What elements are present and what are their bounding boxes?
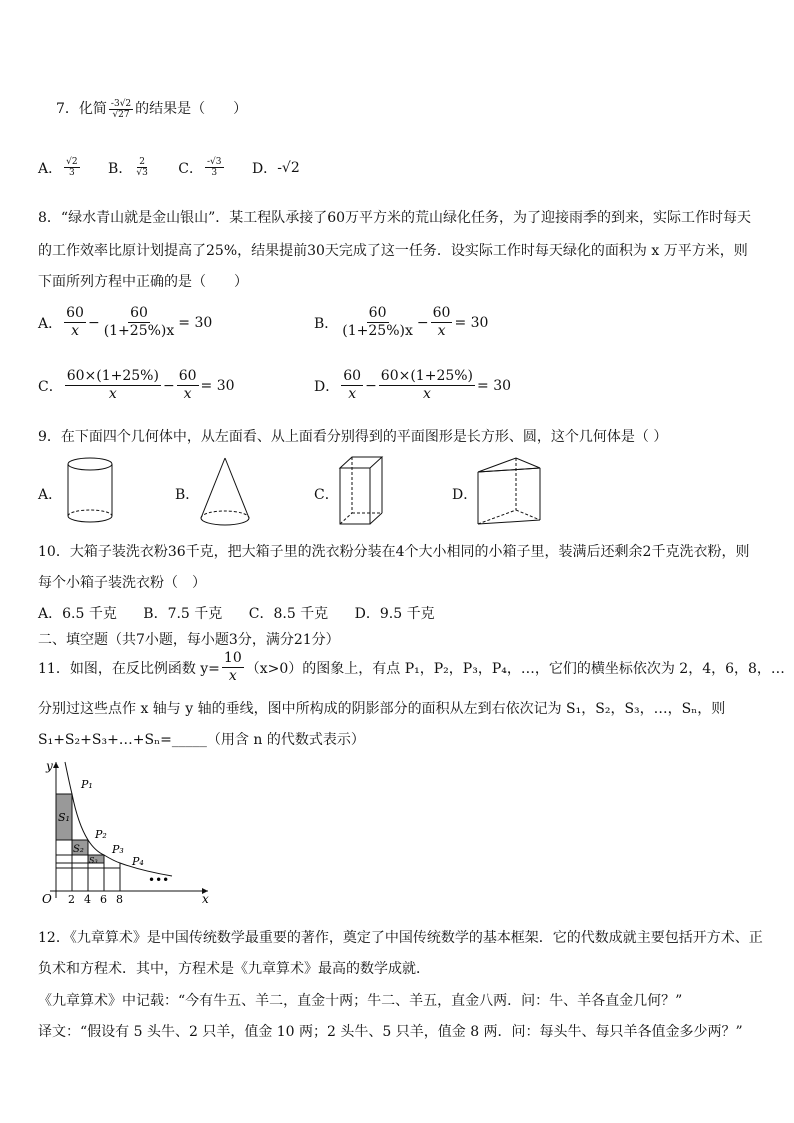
q11-figure [32, 758, 214, 904]
area-label-s3: S₃ [89, 856, 98, 865]
q7-stem-pre: 7．化简 [56, 101, 107, 117]
tick-6: 6 [100, 893, 107, 904]
section-heading: 二、填空题（共7小题，每小题3分，满分21分） [38, 632, 340, 648]
point-p3: P₃ [112, 843, 124, 856]
q11-line3: S₁+S₂+S₃+…+Sₙ=_____（用含 n 的代数式表示） [38, 732, 365, 748]
q8-option-a[interactable]: A． $\frac{60}{x}$ − $\frac{60}{(1+25\%)x}$ = 30 [38, 305, 213, 339]
q9-option-a[interactable]: A． [38, 456, 178, 526]
q8-option-d[interactable]: D． $\frac{60}{x}$ − $\frac{60\times(1+25\%)}{x}$ = 30 [314, 368, 512, 402]
q11-fraction: $\frac{10}{x}$ [223, 650, 242, 684]
q8-option-c[interactable]: C． $\frac{60\times(1+25\%)}{x}$ − $\frac{60}{x}$ = 30 [38, 368, 235, 402]
q8-line1: 8．“绿水青山就是金山银山”．某工程队承接了60万平方米的荒山绿化任务，为了迎接雨季的到来，实际工作时每天 [38, 210, 752, 226]
q7-option-d[interactable]: D． -√2 [251, 159, 300, 177]
q9-option-d[interactable]: D． [452, 454, 592, 529]
tick-2: 2 [68, 893, 75, 904]
q11-line2: 分别过这些点作 x 轴与 y 轴的垂线，图中所构成的阴影部分的面积从左到右依次记为 S₁，S₂，S₃，…，Sₙ，则 [38, 701, 726, 717]
q7-fraction: $\frac{-3√2}{√27}$ [110, 98, 132, 120]
q10-option-c[interactable]: C．8.5 千克 [248, 606, 329, 622]
q10-option-a[interactable]: A．6.5 千克 [38, 606, 117, 622]
q8-option-b[interactable]: B． $\frac{60}{(1+25\%)x}$ − $\frac{60}{x}$ = 30 [314, 305, 489, 339]
q8-line3: 下面所列方程中正确的是（ ） [38, 274, 248, 290]
origin-label: O [42, 892, 52, 904]
q10-line1: 10．大箱子装洗衣粉36千克，把大箱子里的洗衣粉分装在4个大小相同的小箱子里，装满后还剩余2千克洗衣粉，则 [38, 544, 750, 560]
q10-option-b[interactable]: B．7.5 千克 [143, 606, 223, 622]
point-p1: P₁ [81, 778, 93, 791]
q12-line1: 12．《九章算术》是中国传统数学最重要的著作，奠定了中国传统数学的基本框架．它的代数成就主要包括开方术、正 [38, 930, 763, 946]
x-axis-label: x [202, 892, 209, 904]
q12-line2: 负术和方程术．其中，方程术是《九章算术》最高的数学成就． [38, 961, 430, 977]
q10-option-d[interactable]: D．9.5 千克 [354, 606, 435, 622]
y-axis-label: y [46, 759, 53, 773]
point-p2: P₂ [95, 828, 107, 841]
q9-option-b[interactable]: B． [175, 456, 315, 531]
q10-line2: 每个小箱子装洗衣粉（ ） [38, 575, 206, 591]
tick-4: 4 [84, 893, 91, 904]
cone-icon [195, 456, 255, 532]
tick-8: 8 [116, 893, 123, 904]
triangular-prism-icon [474, 454, 546, 530]
q7-options [38, 157, 300, 178]
q7-option-c[interactable]: C． $\frac{-√3}{3}$ [178, 157, 222, 178]
q11-line1: 11．如图，在反比例函数 y= $\frac{10}{x}$ （x>0）的图象上，有点 P₁，P₂，P₃，P₄，…，它们的横坐标依次为 2，4，6，8，… [38, 650, 785, 684]
point-p4: P₄ [132, 855, 144, 868]
hyperbola-figure [32, 758, 214, 904]
rectangular-prism-icon [336, 454, 396, 530]
area-label-s2: S₂ [73, 844, 84, 855]
area-label-s1: S₁ [58, 811, 70, 824]
q7-option-b[interactable]: B． $\frac{2}{√3}$ [108, 157, 148, 178]
q7-stem [56, 98, 247, 120]
q10-options [38, 603, 435, 623]
continuation-dots: ••• [148, 873, 170, 887]
q7-option-a[interactable]: A． $\frac{√2}{3}$ [38, 157, 78, 178]
q12-line3: 《九章算术》中记载：“今有牛五、羊二，直金十两；牛二、羊五，直金八两．问：牛、羊各直金几何？” [38, 993, 683, 1009]
q9-option-c[interactable]: C． [314, 454, 454, 529]
cylinder-icon [60, 456, 120, 528]
q7-stem-post: 的结果是（ ） [135, 101, 248, 117]
q8-line2: 的工作效率比原计划提高了25%，结果提前30天完成了这一任务．设实际工作时每天绿化的面积为 x 万平方米，则 [38, 243, 748, 259]
q9-stem: 9．在下面四个几何体中，从左面看、从上面看分别得到的平面图形是长方形、圆，这个几何体是（ ） [38, 429, 668, 445]
q12-line4: 译文：“假设有 5 头牛、2 只羊，值金 10 两；2 头牛、5 只羊，值金 8 两．问：每头牛、每只羊各值金多少两？” [38, 1024, 743, 1040]
